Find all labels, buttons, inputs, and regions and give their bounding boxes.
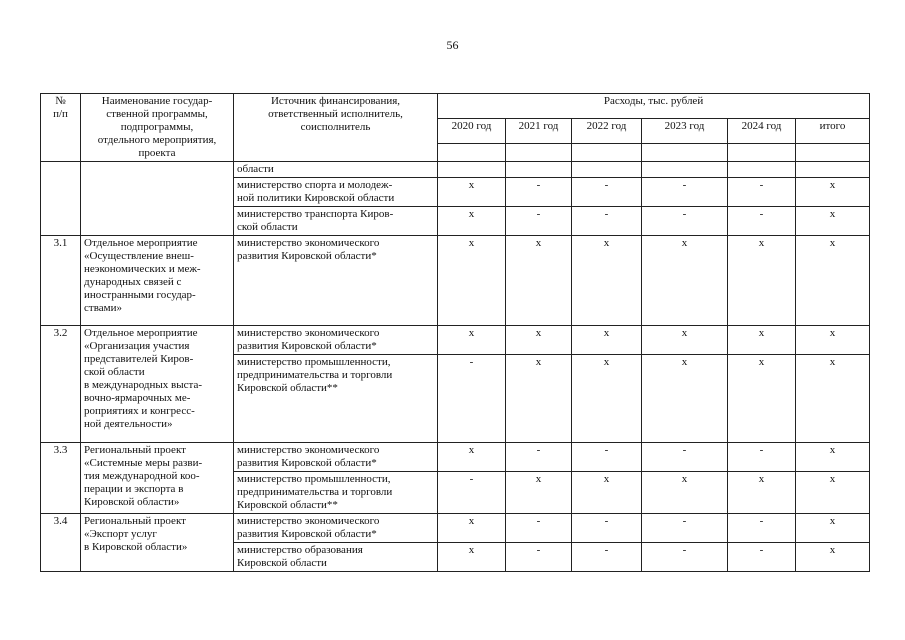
header-year-2023: 2023 год [642,119,728,144]
header-source: Источник финансирования, ответственный исполнитель, соисполнитель [234,94,438,162]
expense-value: х [642,472,728,514]
expense-value: х [572,472,642,514]
activity-name: Региональный проект «Экспорт услуг в Кировской области» [81,514,234,572]
funding-source: министерство промышленности, предпринимательства и торговли Кировской области** [234,355,438,443]
expense-value: - [506,543,572,572]
expense-value: х [642,236,728,326]
expense-value [642,162,728,178]
expense-value: - [506,443,572,472]
expense-value: - [506,514,572,543]
expense-value: х [796,178,870,207]
expense-value: - [506,178,572,207]
expense-value: х [506,472,572,514]
expense-value: х [506,326,572,355]
expense-value: - [728,178,796,207]
funding-source: министерство транспорта Киров- ской области [234,207,438,236]
expense-value: х [796,355,870,443]
expense-value: х [796,236,870,326]
funding-source: министерство спорта и молодеж- ной политики Кировской области [234,178,438,207]
row-number [41,162,81,236]
expense-value: х [438,514,506,543]
activity-name [81,162,234,236]
row-number: 3.4 [41,514,81,572]
row-number: 3.3 [41,443,81,514]
expense-value: х [728,355,796,443]
expense-value: - [572,207,642,236]
funding-source: министерство образования Кировской области [234,543,438,572]
expense-value: х [796,472,870,514]
header-total: итого [796,119,870,144]
header-year-2022: 2022 год [572,119,642,144]
expense-value: - [572,443,642,472]
table-row [41,443,870,472]
table-row [41,326,870,355]
expense-value: х [728,236,796,326]
expense-value: х [438,326,506,355]
expense-value: х [796,326,870,355]
expense-value: х [438,236,506,326]
expense-value: - [572,178,642,207]
header-num: № п/п [41,94,81,162]
activity-name: Отдельное мероприятие «Осуществление внеш- неэкономических и меж- дународных связей с иностранными государ- ствами» [81,236,234,326]
expense-value: - [572,543,642,572]
expense-value: х [506,236,572,326]
funding-source: министерство промышленности, предпринимательства и торговли Кировской области** [234,472,438,514]
expense-value: - [642,178,728,207]
expense-value: - [728,207,796,236]
expense-value: х [796,514,870,543]
expense-value: - [506,207,572,236]
expense-value: - [642,443,728,472]
header-name: Наименование государ- ственной программы, подпрограммы, отдельного мероприятия, проекта [81,94,234,162]
funding-source: министерство экономического развития Кировской области* [234,326,438,355]
expense-value [572,162,642,178]
expense-value: х [438,443,506,472]
header-year-2020: 2020 год [438,119,506,144]
expense-value: х [642,326,728,355]
table-row [41,514,870,543]
expense-value [438,162,506,178]
table-row [41,236,870,326]
header-year-2024: 2024 год [728,119,796,144]
funding-source: области [234,162,438,178]
expense-value: - [642,543,728,572]
expense-value [728,162,796,178]
funding-source: министерство экономического развития Кировской области* [234,443,438,472]
expense-value: - [642,514,728,543]
expense-value: х [438,543,506,572]
expense-value: - [572,514,642,543]
budget-table [40,93,870,572]
expense-value: х [572,236,642,326]
page-number: 56 [446,38,459,52]
expense-value: - [728,543,796,572]
expense-value: х [728,326,796,355]
activity-name: Отдельное мероприятие «Организация участия представителей Киров- ской области в международных выста- вочно-ярмарочных ме- роприятиях и конгресс- ной деятельности» [81,326,234,443]
table-body [41,162,870,572]
expense-value: х [438,178,506,207]
expense-value: - [438,472,506,514]
expense-value: х [728,472,796,514]
expense-value: х [438,207,506,236]
funding-source: министерство экономического развития Кировской области* [234,514,438,543]
expense-value: х [796,543,870,572]
expense-value: х [796,443,870,472]
expense-value: х [796,207,870,236]
expense-value: - [642,207,728,236]
header-expenses: Расходы, тыс. рублей [438,94,870,119]
expense-value: - [438,355,506,443]
row-number: 3.1 [41,236,81,326]
table-header [41,94,870,162]
expense-value: - [728,514,796,543]
expense-value: х [642,355,728,443]
table-row [41,162,870,178]
expense-value: х [572,355,642,443]
expense-value [796,162,870,178]
expense-value: х [506,355,572,443]
header-year-2021: 2021 год [506,119,572,144]
row-number: 3.2 [41,326,81,443]
expense-value [506,162,572,178]
funding-source: министерство экономического развития Кировской области* [234,236,438,326]
expense-value: - [728,443,796,472]
activity-name: Региональный проект «Системные меры разви- тия международной коо- перации и экспорта в Кировской области» [81,443,234,514]
expense-value: х [572,326,642,355]
